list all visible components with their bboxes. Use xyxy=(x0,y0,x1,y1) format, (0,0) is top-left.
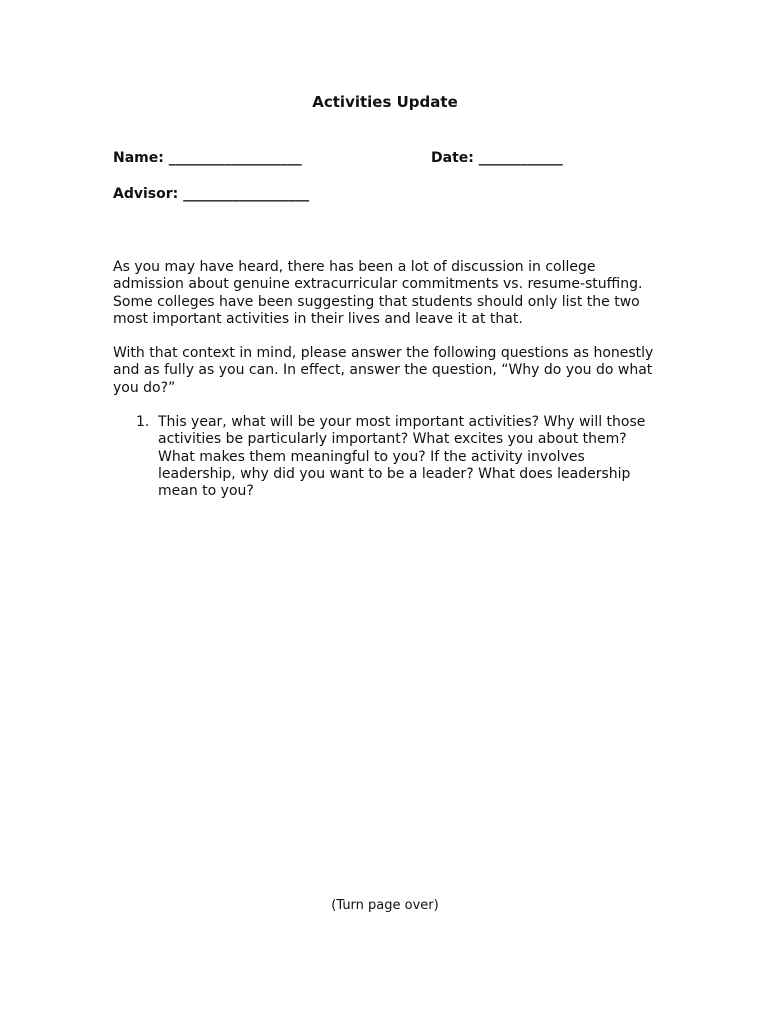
intro-paragraph: As you may have heard, there has been a lot of discussion in college admission about genuine extracurricular commitments vs. resume-stuffing. Some colleges have been suggesting that students should only list the two most important activities in their lives and leave it at that. xyxy=(113,259,643,327)
advisor-field: Advisor: __________________ xyxy=(113,186,310,202)
list-item xyxy=(113,414,658,500)
context-paragraph: With that context in mind, please answer the following questions as honestly and as fully as you can. In effect, answer the question, “Why do you do what you do?” xyxy=(113,345,654,396)
question-number: 1. xyxy=(136,414,150,430)
question-list xyxy=(113,414,658,500)
page-title: Activities Update xyxy=(312,93,458,111)
turn-page-note: (Turn page over) xyxy=(331,898,439,913)
date-field: Date: ____________ xyxy=(431,150,563,166)
question-text: This year, what will be your most important activities? Why will those activities be particularly important? What excites you about them? What makes them meaningful to you? If the activity involves leadership, why did you want to be a leader? What does leadership mean to you? xyxy=(158,414,646,500)
name-field: Name: ___________________ xyxy=(113,150,302,166)
